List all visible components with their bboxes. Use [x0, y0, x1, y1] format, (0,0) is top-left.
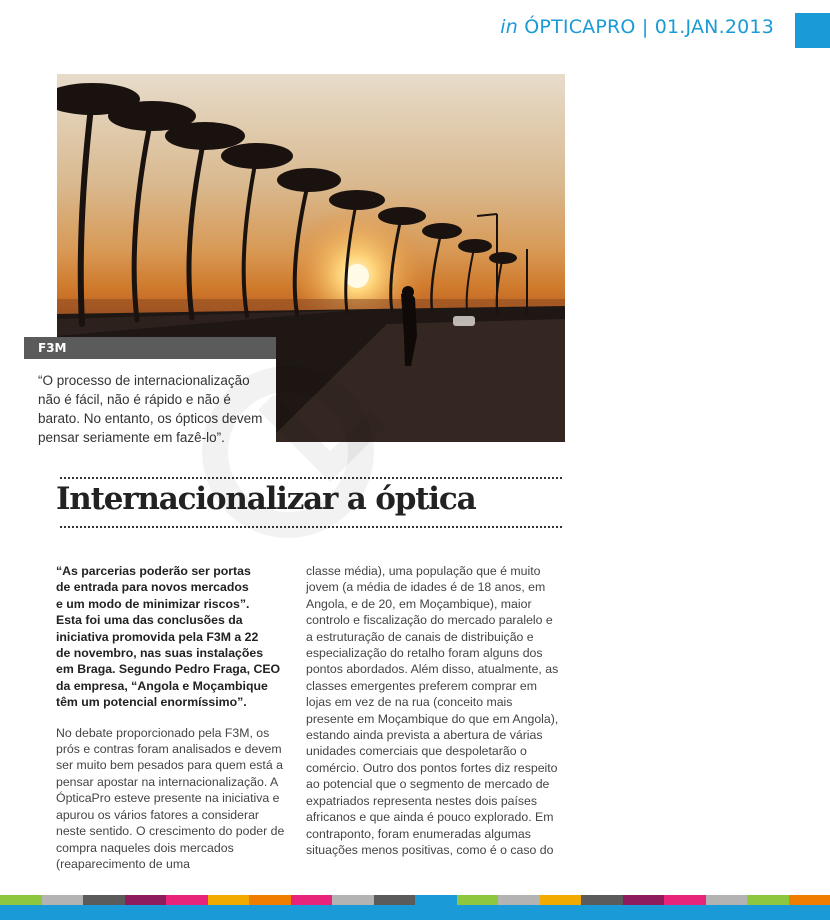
- stripe-segment: [415, 895, 457, 905]
- corner-brand-block: [795, 13, 830, 48]
- footer-band: [0, 905, 830, 920]
- stripe-segment: [42, 895, 84, 905]
- color-stripe: [0, 895, 830, 905]
- title-divider-top: [60, 477, 562, 479]
- caption-quote: “O processo de internacionalização não é fácil, não é rápido e não é barato. No entanto, os ópticos devem pensar seriamente em fazê-lo”.: [38, 373, 263, 445]
- lead-line: em Braga. Segundo Pedro Fraga, CEO: [56, 662, 281, 677]
- stripe-segment: [125, 895, 167, 905]
- stripe-segment: [623, 895, 665, 905]
- article-title: Internacionalizar a óptica: [56, 481, 476, 517]
- lead-line: “As parcerias poderão ser portas: [56, 564, 251, 578]
- title-divider-bottom: [60, 526, 562, 528]
- stripe-segment: [581, 895, 623, 905]
- stripe-segment: [166, 895, 208, 905]
- stripe-segment: [332, 895, 374, 905]
- stripe-segment: [374, 895, 416, 905]
- lead-line: de novembro, nas suas instalações: [56, 646, 264, 661]
- lead-line: Esta foi uma das conclusões da: [56, 613, 243, 628]
- article-column-2: [306, 563, 562, 858]
- lead-line: da empresa, “Angola e Moçambique: [56, 678, 268, 693]
- page-header: [500, 16, 774, 38]
- header-date: 01.JAN.2013: [654, 16, 774, 38]
- stripe-segment: [457, 895, 499, 905]
- lead-line: de entrada para novos mercados: [56, 580, 249, 595]
- stripe-segment: [0, 895, 42, 905]
- header-separator: |: [641, 16, 649, 38]
- stripe-segment: [291, 895, 333, 905]
- lead-line: e um modo de minimizar riscos”.: [56, 596, 250, 611]
- caption-label: F3M: [24, 337, 276, 359]
- stripe-segment: [664, 895, 706, 905]
- lead-line: iniciativa promovida pela F3M a 22: [56, 629, 259, 644]
- stripe-segment: [747, 895, 789, 905]
- body-paragraph-1: No debate proporcionado pela F3M, os prós e contras foram analisados e devem ser muito bem pesados para quem está a pensar apostar na internacionalização. A ÓpticaPro esteve presente na iniciativa e apurou os vários fatores a considerar neste sentido. O crescimento do poder de compra naqueles dois mercados (reaparecimento de uma: [56, 725, 285, 871]
- article-lead: [56, 563, 288, 711]
- stripe-segment: [498, 895, 540, 905]
- article-column-1: [56, 563, 288, 872]
- stripe-segment: [208, 895, 250, 905]
- stripe-segment: [249, 895, 291, 905]
- stripe-segment: [540, 895, 582, 905]
- stripe-segment: [789, 895, 830, 905]
- header-publication: ÓPTICAPRO: [524, 16, 636, 38]
- stripe-segment: [83, 895, 125, 905]
- stripe-segment: [706, 895, 748, 905]
- header-in: in: [500, 16, 519, 38]
- body-paragraph-2: classe média), uma população que é muito jovem (a média de idades é de 18 anos, em Angola, e de 20, em Moçambique), maior controlo e fiscalização do mercado paralelo e a estruturação de canais de distribuição e especialização do retalho foram alguns dos pontos abordados. Além disso, atualmente, as classes emergentes preferem comprar em lojas em vez de na rua (conceito mais presente em Moçambique do que em Angola), estando ainda prevista a abertura de várias unidades comerciais que despoletarão o comércio. Outro dos pontos fortes diz respeito ao potencial que o segmento de mercado de expatriados representa nestes dois países africanos e que ainda é pouco explorado. Em contraponto, foram enumeradas algumas situações menos positivas, como é o caso do: [306, 564, 559, 857]
- lead-line: têm um potencial enormíssimo”.: [56, 695, 247, 710]
